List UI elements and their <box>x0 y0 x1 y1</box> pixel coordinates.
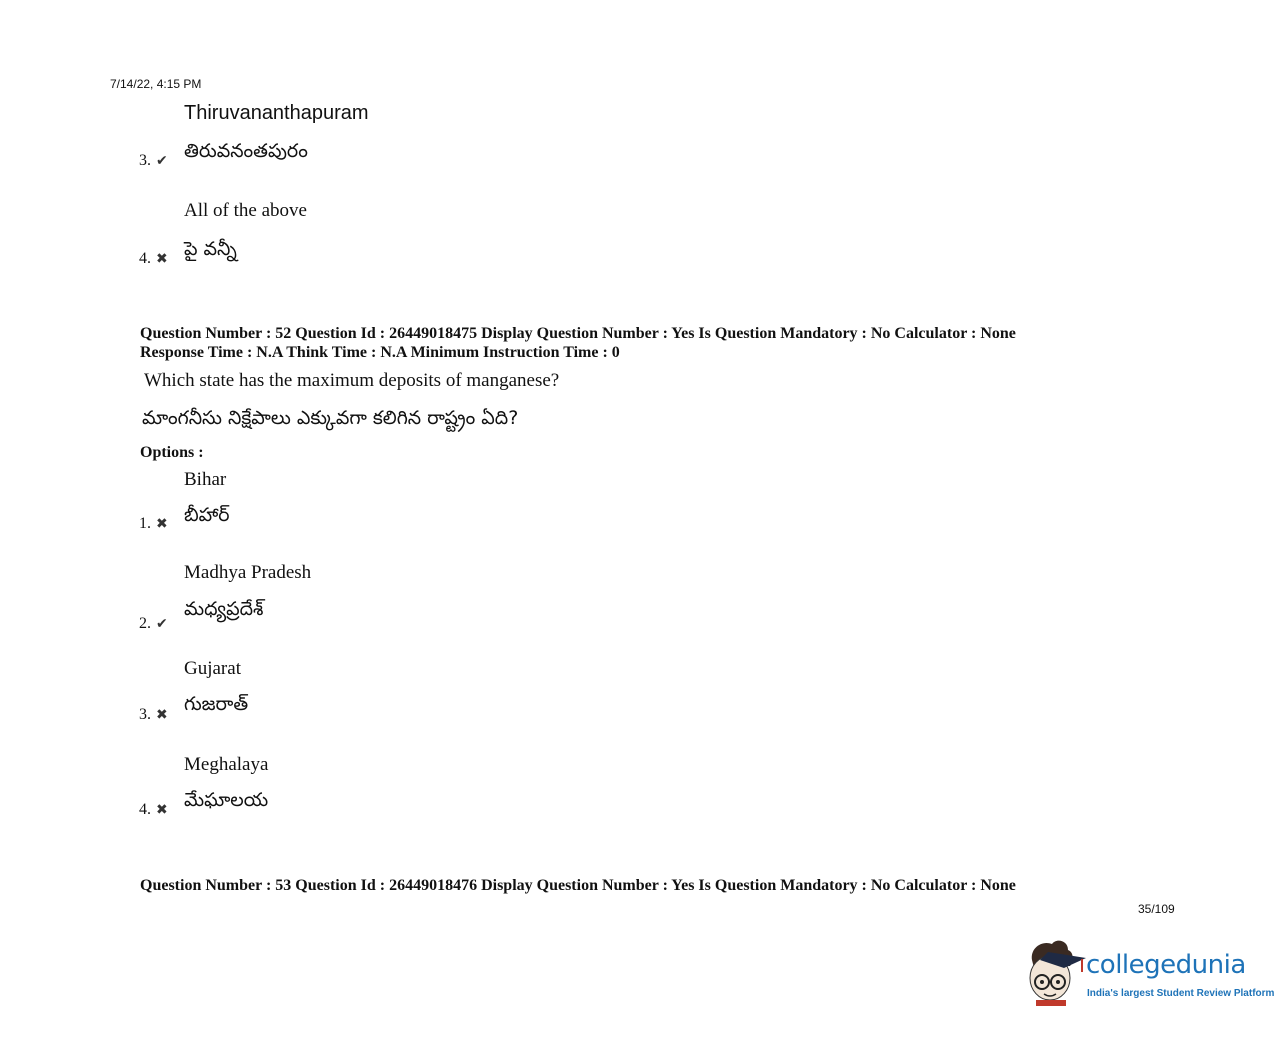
option-3-number <box>139 152 168 170</box>
cross-icon: ✖ <box>156 516 168 532</box>
print-timestamp: 7/14/22, 4:15 PM <box>110 77 202 91</box>
cross-icon: ✖ <box>156 251 168 267</box>
q52-option-3-telugu: గుజరాత్ <box>184 693 249 715</box>
option-4-telugu: పై వన్నీ <box>184 238 237 260</box>
option-number-label: 4. <box>139 250 151 267</box>
question-52-meta <box>140 324 1016 362</box>
question-meta-line: Question Number : 52 Question Id : 26449018475 Display Question Number : Yes Is Question Mandatory : No Calculator : None <box>140 325 1016 342</box>
q52-option-4-number <box>139 801 168 819</box>
logo-tagline: India's largest Student Review Platform <box>1087 988 1275 999</box>
option-number-label: 1. <box>139 515 151 532</box>
mascot-icon <box>1024 938 1088 1010</box>
option-number-label: 3. <box>139 152 151 169</box>
q52-option-1-telugu: బీహార్ <box>184 504 230 526</box>
q52-option-3-number <box>139 706 168 724</box>
check-icon: ✔ <box>156 153 168 169</box>
q52-option-2-telugu: మధ్యప్రదేశ్ <box>184 598 264 620</box>
question-meta-line: Response Time : N.A Think Time : N.A Minimum Instruction Time : 0 <box>140 344 620 361</box>
logo-wordmark: collegedunia <box>1086 950 1246 980</box>
q52-option-1-number <box>139 515 168 533</box>
q52-option-4-english: Meghalaya <box>184 754 269 775</box>
q52-option-1-english: Bihar <box>184 469 227 490</box>
option-3-telugu: తిరువనంతపురం <box>184 140 308 162</box>
option-3-english: Thiruvananthapuram <box>184 102 369 124</box>
option-number-label: 3. <box>139 706 151 723</box>
option-number-label: 2. <box>139 615 151 632</box>
question-52-text-english: Which state has the maximum deposits of manganese? <box>144 370 560 391</box>
q52-option-2-number <box>139 615 168 633</box>
question-52-text-telugu: మాంగనీసు నిక్షేపాలు ఎక్కువగా కలిగిన రాష్ట్రం ఏది? <box>142 407 519 429</box>
check-icon: ✔ <box>156 616 168 632</box>
option-number-label: 4. <box>139 801 151 818</box>
cross-icon: ✖ <box>156 707 168 723</box>
question-53-meta <box>140 876 1016 895</box>
question-meta-line: Question Number : 53 Question Id : 26449018476 Display Question Number : Yes Is Question Mandatory : No Calculator : None <box>140 877 1016 894</box>
options-label: Options : <box>140 444 204 461</box>
q52-option-2-english: Madhya Pradesh <box>184 562 312 583</box>
q52-option-3-english: Gujarat <box>184 658 241 679</box>
option-4-number <box>139 250 168 268</box>
q52-option-4-telugu: మేఘాలయ <box>184 789 269 811</box>
cross-icon: ✖ <box>156 802 168 818</box>
option-4-english: All of the above <box>184 200 307 221</box>
page-number: 35/109 <box>1138 902 1175 916</box>
